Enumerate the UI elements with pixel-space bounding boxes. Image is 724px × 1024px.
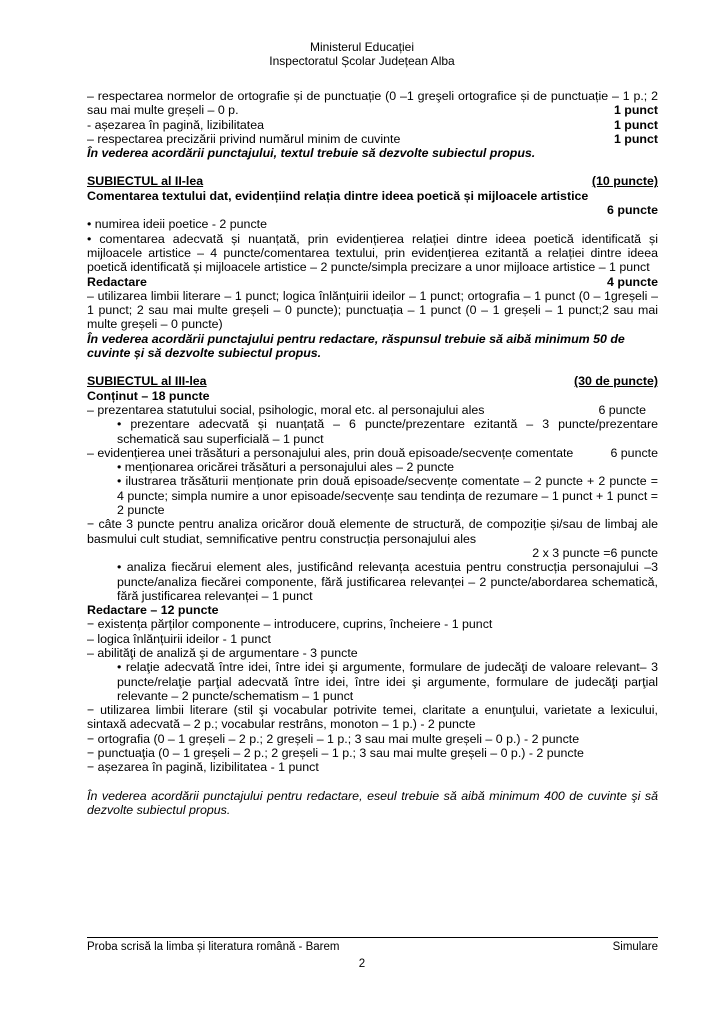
redactare-item: − așezarea în pagină, lizibilitatea - 1 punct	[87, 760, 319, 775]
criterion-points: 2 x 3 puncte =6 puncte	[532, 545, 658, 560]
criterion-line-points: 1 punct	[613, 103, 658, 118]
redactare-item: – logica înlănțuirii ideilor - 1 punct	[87, 631, 271, 646]
document-content	[87, 89, 658, 817]
subject-2	[87, 174, 658, 360]
list-item: • comentarea adecvată și nuanțată, prin evidențierea relației dintre ideea poetică identificată și mijloacele artistice – 4 puncte/comentarea textului, prin evidențierea ezitantă a relației dintre ideea poetică identificată și mijloacele artistice – 2 puncte/simpla precizare a unor mijloace artistice – 1 punct	[87, 231, 658, 275]
criterion-line: − câte 3 puncte pentru analiza oricăror două elemente de structură, de compoziție și/sau de limbaj ale basmului cult studiat, semnificative pentru construcția personajului ales	[87, 517, 658, 546]
section-note: În vederea acordării punctajului, textul trebuie să dezvolte subiectul propus.	[87, 146, 536, 161]
subject-3	[87, 374, 658, 817]
criterion-subitem: • menționarea oricărei trăsături a personajului ales – 2 puncte	[117, 460, 455, 475]
list-item: • numirea ideii poetice - 2 puncte	[87, 217, 267, 232]
footer-exam-title: Proba scrisă la limba și literatura română - Barem	[87, 941, 340, 953]
page-number: 2	[358, 958, 366, 970]
footer-divider	[87, 937, 658, 938]
ministry-name: Ministerul Educației	[309, 40, 415, 54]
redactare-item: − ortografia (0 – 1 greșeli – 2 p.; 2 greșeli – 1 p.; 3 sau mai multe greșeli – 0 p.) - 2 puncte	[87, 731, 580, 746]
page-header	[0, 40, 724, 68]
criterion-line: – prezentarea statutului social, psihologic, moral etc. al personajului ales 6 puncte	[87, 402, 646, 417]
subject-title: SUBIECTUL al III-lea (30 de puncte)	[87, 374, 658, 389]
inspectorate-name: Inspectoratul Școlar Județean Alba	[269, 54, 455, 68]
criterion-line: - așezarea în pagină, lizibilitatea 1 punct	[87, 117, 658, 132]
redactare-heading: Redactare – 12 puncte	[87, 603, 219, 618]
redactare-subitem: • relaţie adecvată între idei, între idei şi argumente, formulare de judecăţi de valoare relevant– 3 puncte/relaţie parţial adecvată între idei, între idei şi argumente, formulare de judecăţi parţial relevante – 2 puncte/schematism – 1 punct	[117, 660, 658, 703]
section-note: În vederea acordării punctajului pentru redactare, răspunsul trebuie să aibă minimum 50 de cuvinte și să dezvolte subiectul propus.	[87, 331, 625, 361]
subject-heading: Comentarea textului dat, evidențiind relația dintre ideea poetică și mijloacele artistice	[87, 188, 589, 203]
continut-heading: Conținut – 18 puncte	[87, 388, 210, 403]
heading-points: 6 puncte	[607, 203, 658, 218]
criterion-line: – respectarea precizării privind numărul minim de cuvinte 1 punct	[87, 131, 658, 146]
redactare-text: – utilizarea limbii literare – 1 punct; logica înlănțuirii ideilor – 1 punct; ortografia – 1 punct (0 – 1greșeli – 1 punct; 2 sau mai multe greșeli – 0 puncte); punctuația – 1 punct (0 – 1 greșeli – 1 punct;2 sau mai multe greșeli – 0 puncte)	[87, 288, 658, 332]
criterion-subitem: • ilustrarea trăsăturii menționate prin două episoade/secvențe comentate – 2 puncte + 2 puncte = 4 puncte; simpla numire a unor episoade/secvențe sau tendința de rezumare – 1 punct + 1 punct = 2 puncte	[117, 474, 658, 518]
redactare-item: − utilizarea limbii literare (stil şi vocabular potrivite temei, claritate a enunţului, varietate a lexicului, sintaxă adecvată – 2 p.; vocabular restrâns, monoton – 1 p.) - 2 puncte	[87, 703, 658, 732]
redactare-item: − existența părților componente – introducere, cuprins, încheiere - 1 punct	[87, 617, 493, 632]
criterion-subitem: • analiza fiecărui element ales, justificând relevanța acestuia pentru construcția personajului –3 puncte/analiza fiecărei componente, fără justificarea relevanței – 2 puncte/abordarea schematică, fără justificarea relevanței – 1 punct	[117, 560, 658, 603]
page-footer	[87, 941, 658, 953]
top-section	[87, 89, 658, 160]
criterion-line: – evidențierea unei trăsături a personajului ales, prin două episoade/secvențe comentate 6 puncte	[87, 445, 658, 460]
footer-label: Simulare	[612, 941, 658, 953]
redactare-item: – abilităţi de analiză şi de argumentare - 3 puncte	[87, 645, 358, 660]
redactare-heading: Redactare 4 puncte	[87, 274, 658, 289]
criterion-subitem: • prezentare adecvată și nuanțată – 6 puncte/prezentare ezitantă – 3 puncte/prezentare schematică sau superficială – 1 punct	[117, 417, 658, 446]
redactare-item: − punctuaţia (0 – 1 greșeli – 2 p.; 2 greșeli – 1 p.; 3 sau mai multe greșeli – 0 p.) - 2 puncte	[87, 746, 584, 761]
section-note: În vederea acordării punctajului pentru redactare, eseul trebuie să aibă minimum 400 de cuvinte şi să dezvolte subiectul propus.	[87, 788, 658, 817]
criterion-line: – respectarea normelor de ortografie și de punctuație (0 –1 greşeli ortografice și de punctuație – 1 p.; 2 sau mai multe greșeli – 0 p.	[87, 89, 658, 118]
subject-title: SUBIECTUL al II-lea (10 puncte)	[87, 174, 658, 189]
